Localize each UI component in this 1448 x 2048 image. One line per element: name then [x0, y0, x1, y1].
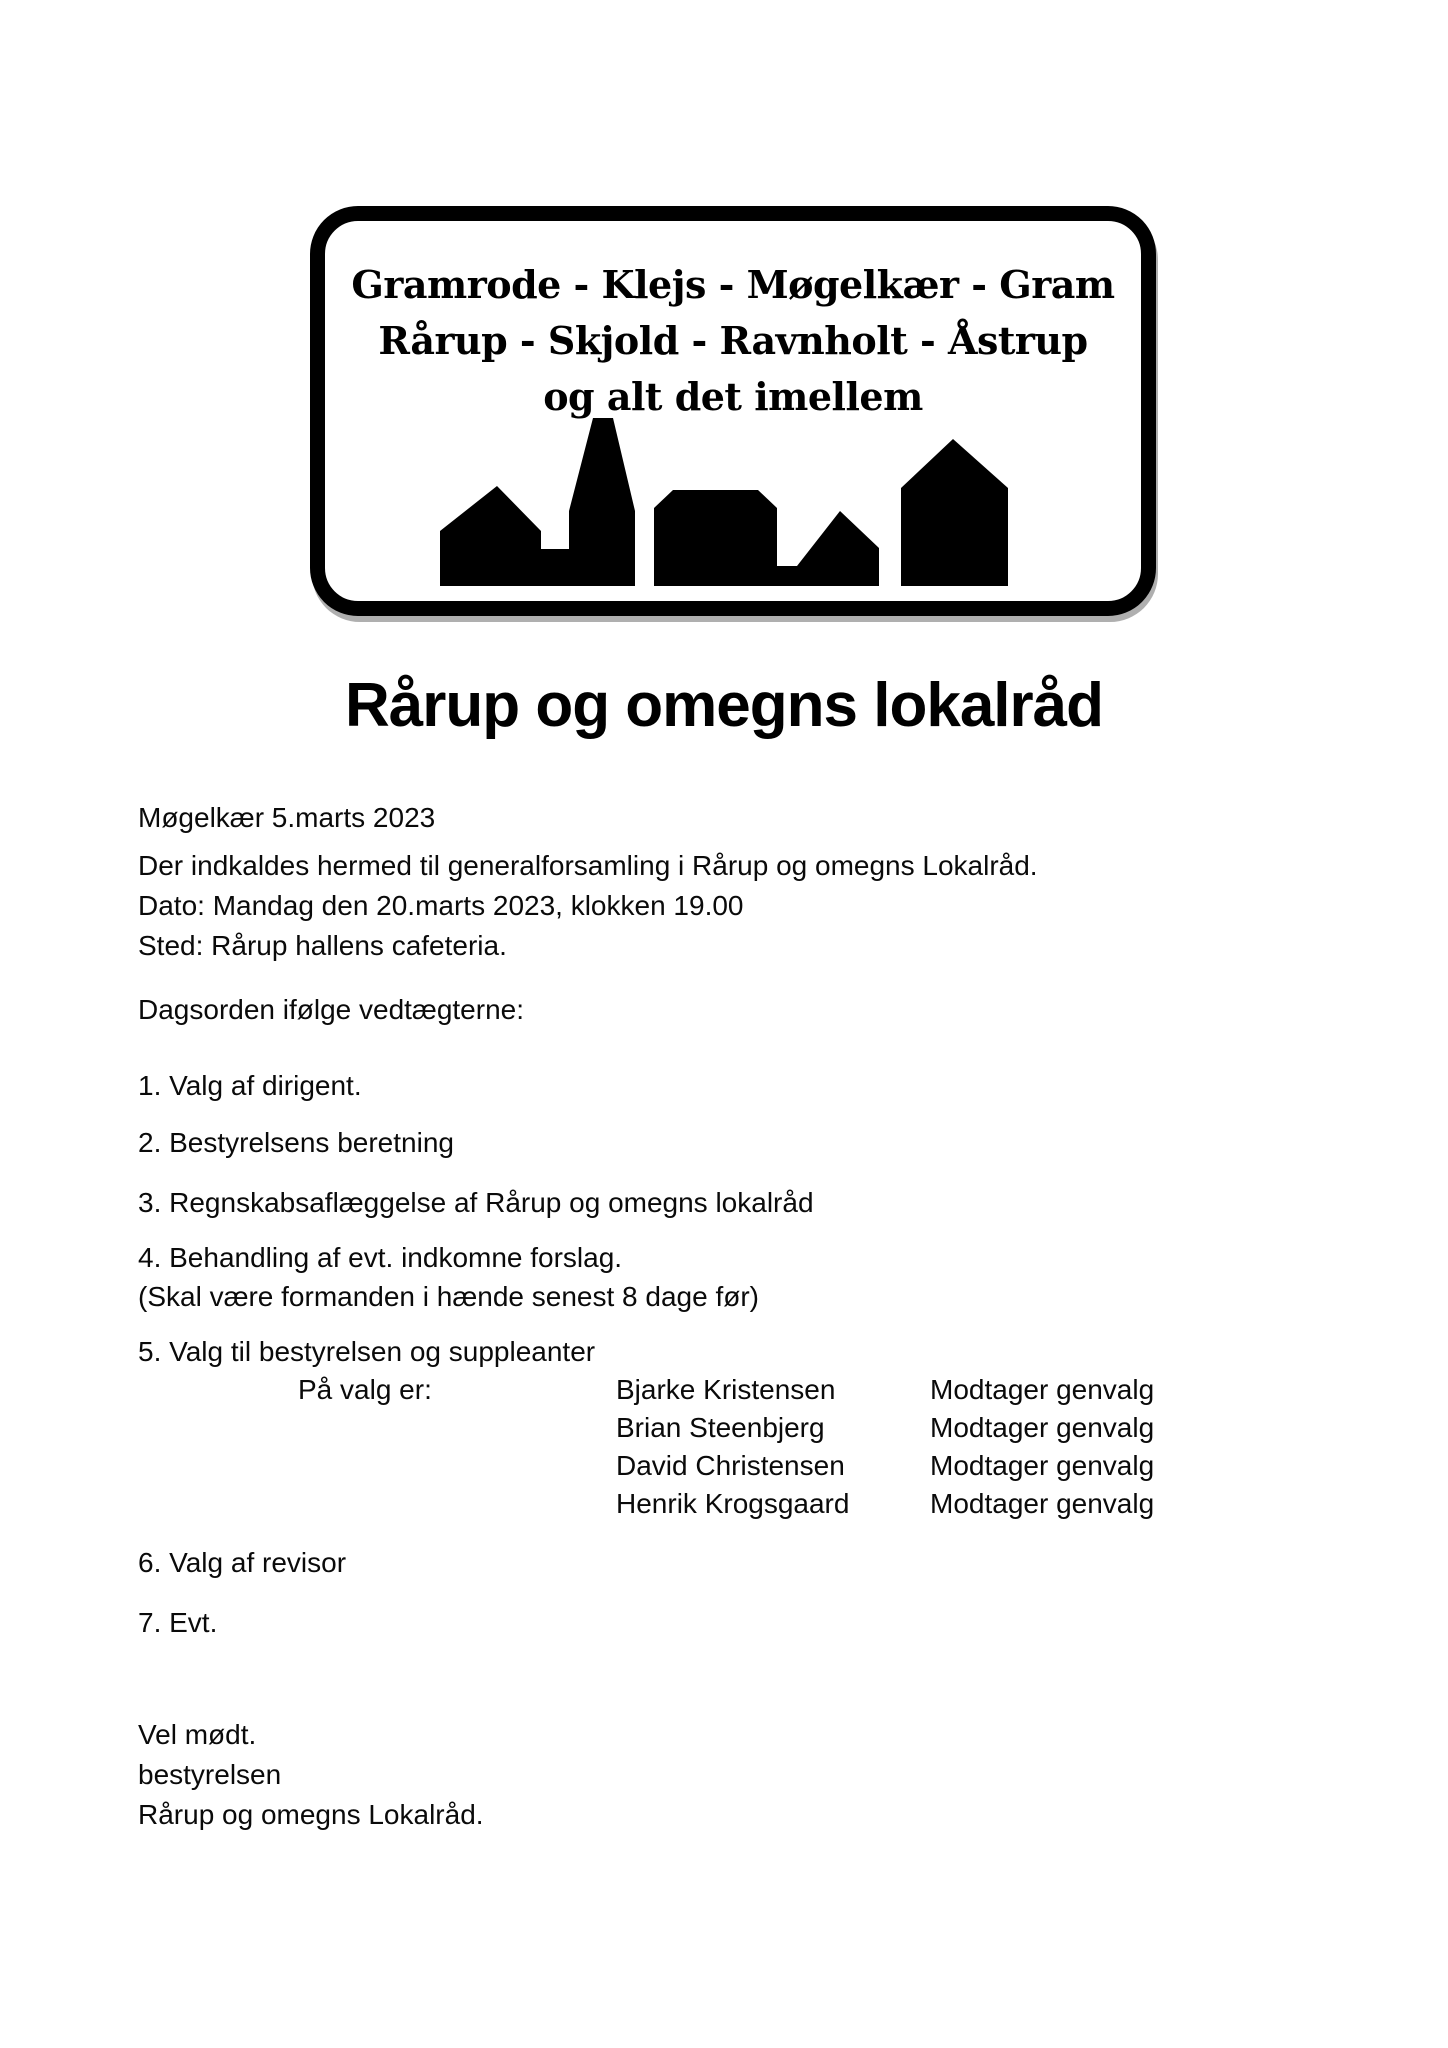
candidate-status: Modtager genvalg — [930, 1450, 1155, 1481]
logo-line-3: og alt det imellem — [543, 374, 923, 419]
closing-line-1: Vel mødt. — [138, 1719, 257, 1750]
table-row — [0, 1485, 1448, 1523]
village-skyline-icon — [440, 415, 1008, 586]
logo-badge — [310, 206, 1156, 616]
closing-line-2: bestyrelsen — [138, 1759, 282, 1790]
intro-line-2: Dato: Mandag den 20.marts 2023, klokken 19.00 — [138, 890, 744, 921]
dateline: Møgelkær 5.marts 2023 — [138, 802, 436, 833]
agenda-item-4: 4. Behandling af evt. indkomne forslag. — [138, 1242, 623, 1273]
agenda-item-1: 1. Valg af dirigent. — [138, 1070, 362, 1101]
candidate-name: David Christensen — [616, 1450, 845, 1481]
agenda-item-3: 3. Regnskabsaflæggelse af Rårup og omegns lokalråd — [138, 1187, 814, 1218]
agenda-item-5: 5. Valg til bestyrelsen og suppleanter — [138, 1336, 596, 1367]
logo-line-2: Rårup - Skjold - Ravnholt - Åstrup — [378, 318, 1088, 363]
agenda-item-6: 6. Valg af revisor — [138, 1547, 347, 1578]
intro-line-1: Der indkaldes hermed til generalforsamling i Rårup og omegns Lokalråd. — [138, 850, 1038, 881]
closing-line-3: Rårup og omegns Lokalråd. — [138, 1799, 484, 1830]
candidate-name: Brian Steenbjerg — [616, 1412, 825, 1443]
logo-text — [325, 257, 1141, 425]
page-title: Rårup og omegns lokalråd — [344, 671, 1104, 740]
agenda-item-2: 2. Bestyrelsens beretning — [138, 1127, 454, 1158]
candidate-name: Henrik Krogsgaard — [616, 1488, 850, 1519]
agenda-item-7: 7. Evt. — [138, 1607, 218, 1638]
candidate-status: Modtager genvalg — [930, 1374, 1155, 1405]
candidate-status: Modtager genvalg — [930, 1412, 1155, 1443]
agenda-heading: Dagsorden ifølge vedtægterne: — [138, 994, 524, 1025]
table-row — [0, 1371, 1448, 1409]
candidate-status: Modtager genvalg — [930, 1488, 1155, 1519]
agenda-item-4-note: (Skal være formanden i hænde senest 8 dage før) — [138, 1281, 759, 1312]
election-label: På valg er: — [298, 1374, 432, 1405]
table-row — [0, 1409, 1448, 1447]
logo-line-1: Gramrode - Klejs - Møgelkær - Gram — [351, 262, 1115, 307]
intro-line-3: Sted: Rårup hallens cafeteria. — [138, 930, 507, 961]
table-row — [0, 1447, 1448, 1485]
candidate-name: Bjarke Kristensen — [616, 1374, 836, 1405]
